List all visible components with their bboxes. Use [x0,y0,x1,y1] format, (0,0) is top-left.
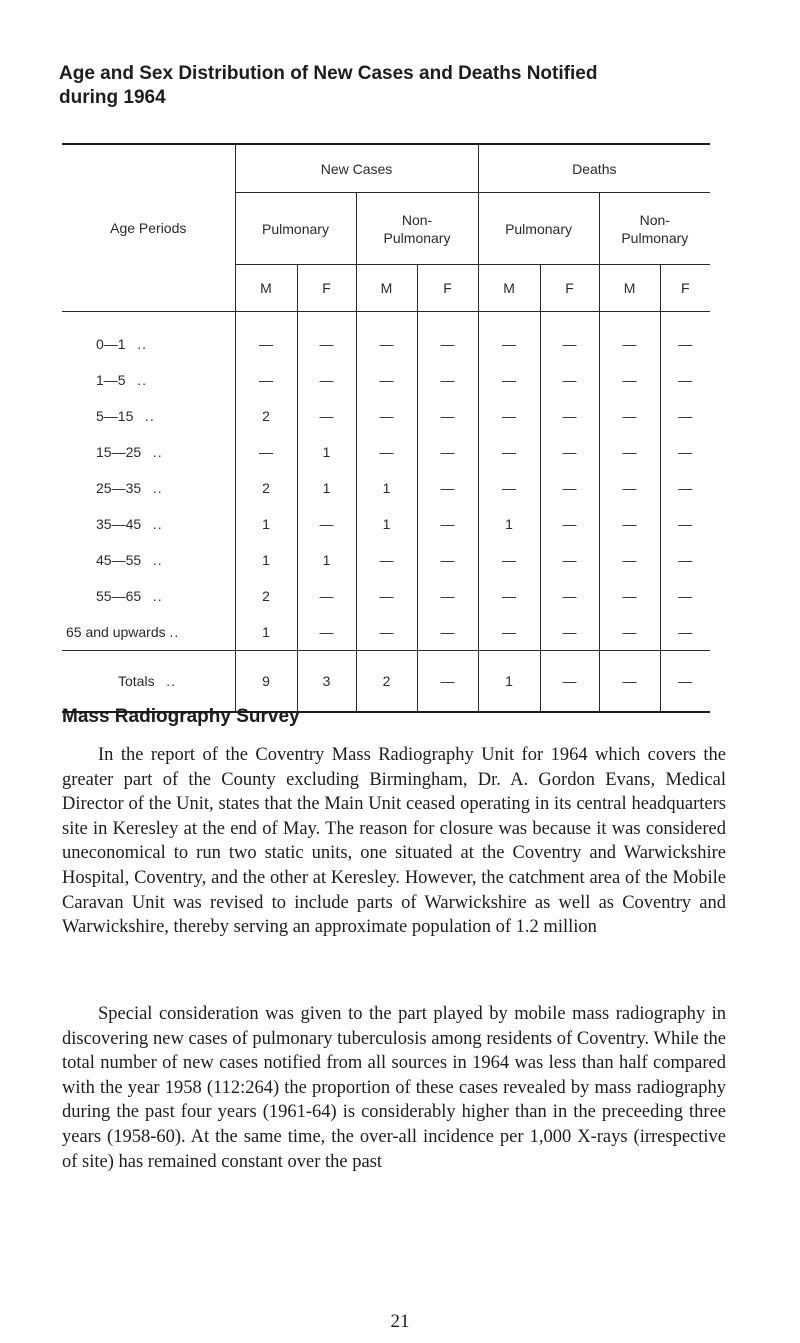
value-cell: — [660,614,710,651]
table-row [62,470,710,506]
table-row [62,362,710,398]
value-cell: — [356,398,417,434]
value-cell: — [417,312,478,363]
new-pulmonary-header: Pulmonary [235,193,356,265]
new-non-pulmonary-header: Non- Pulmonary [356,193,478,265]
sex-header: F [417,265,478,312]
total-value-cell: 1 [478,651,540,712]
value-cell: 1 [297,434,356,470]
value-cell: — [297,578,356,614]
value-cell: — [478,362,540,398]
value-cell: — [660,312,710,363]
value-cell: — [660,542,710,578]
value-cell: — [599,614,660,651]
value-cell: — [478,578,540,614]
age-label: 35—45 [96,516,142,532]
totals-cell [62,651,235,712]
value-cell: — [478,312,540,363]
age-cell [62,506,235,542]
value-cell: — [478,398,540,434]
value-cell: — [660,506,710,542]
value-cell: 2 [235,578,297,614]
age-label: 25—35 [96,480,142,496]
value-cell: — [417,362,478,398]
value-cell: — [599,542,660,578]
section-title: Mass Radiography Survey [62,706,300,727]
sex-header: F [297,265,356,312]
value-cell: — [599,578,660,614]
value-cell: 2 [235,470,297,506]
sex-header: M [599,265,660,312]
total-value-cell: — [660,651,710,712]
sex-header: F [540,265,599,312]
age-label: 1—5 [96,372,126,388]
value-cell: 1 [356,506,417,542]
age-cell [62,542,235,578]
value-cell: — [540,398,599,434]
value-cell: — [235,434,297,470]
value-cell: — [660,398,710,434]
value-cell: — [540,578,599,614]
value-cell: — [599,398,660,434]
value-cell: — [356,578,417,614]
value-cell: — [540,470,599,506]
value-cell: — [599,506,660,542]
value-cell: 1 [478,506,540,542]
value-cell: — [540,614,599,651]
value-cell: — [235,312,297,363]
value-cell: — [478,434,540,470]
sex-header: F [660,265,710,312]
sex-header: M [356,265,417,312]
age-label: 55—65 [96,588,142,604]
sex-header: M [478,265,540,312]
value-cell: — [356,542,417,578]
value-cell: 1 [356,470,417,506]
value-cell: 1 [235,542,297,578]
paragraph: Special consideration was given to the part played by mobile mass radiography in discovering new cases of pulmonary tuberculosis among residents of Coventry. While the total number of new cases notified from all sources in 1964 was less than half compared with the year 1958 (112:264) the proportion of these cases revealed by mass radiography during the past four years (1961-64) is considerably higher than in the preceeding three years (1958-60). At the same time, the over-all incidence per 1,000 X-rays (irrespective of site) has remained constant over the past [62,1004,726,1172]
table-row [62,542,710,578]
age-cell [62,470,235,506]
total-value-cell: 9 [235,651,297,712]
age-label: 15—25 [96,444,142,460]
age-cell [62,578,235,614]
value-cell: — [297,506,356,542]
value-cell: — [356,614,417,651]
value-cell: 1 [235,506,297,542]
age-cell [62,398,235,434]
totals-label: Totals [118,673,155,689]
totals-row [62,651,710,712]
value-cell: 1 [235,614,297,651]
value-cell: — [660,362,710,398]
value-cell: — [599,470,660,506]
value-cell: — [540,542,599,578]
deaths-non-pulmonary-header: Non- Pulmonary [599,193,710,265]
age-cell [62,434,235,470]
leader-dots: .. [152,588,163,604]
value-cell: — [540,312,599,363]
distribution-table [62,145,710,711]
leader-dots: .. [137,372,148,388]
value-cell: — [599,434,660,470]
age-periods-header: Age Periods [62,145,235,312]
value-cell: — [235,362,297,398]
value-cell: 1 [297,542,356,578]
total-value-cell: — [540,651,599,712]
value-cell: — [478,470,540,506]
paragraph: In the report of the Coventry Mass Radiography Unit for 1964 which covers the greater part of the County excluding Birmingham, Dr. A. Gordon Evans, Medical Director of the Unit, states that the Main Unit ceased operating in its central headquarters site in Keresley at the end of May. The reason for closure was because it was considered uneconomical to run two static units, one situated at the Coventry and Warwickshire Hospital, Coventry, and the other at Keresley. However, the catchment area of the Mobile Caravan Unit was revised to include parts of Warwickshire as well as Coventry and Warwickshire, thereby serving an approximate population of 1.2 million [62,745,726,938]
value-cell: — [417,578,478,614]
leader-dots: .. [152,444,163,460]
title-line-1: Age and Sex Distribution of New Cases and Deaths Notified [59,63,598,84]
leader-dots: .. [152,552,163,568]
value-cell: — [660,578,710,614]
new-cases-header: New Cases [235,145,478,193]
age-cell [62,312,235,363]
total-value-cell: 3 [297,651,356,712]
leader-dots: .. [152,516,163,532]
age-cell [62,362,235,398]
value-cell: — [356,362,417,398]
value-cell: — [599,312,660,363]
total-value-cell: — [417,651,478,712]
title-line-2: during 1964 [59,87,166,108]
value-cell: — [540,434,599,470]
page-number: 21 [390,1311,410,1332]
age-label: 5—15 [96,408,134,424]
value-cell: — [297,614,356,651]
leader-dots: .. [169,624,180,640]
value-cell: 2 [235,398,297,434]
value-cell: — [540,506,599,542]
value-cell: — [417,542,478,578]
value-cell: — [417,506,478,542]
table-row [62,398,710,434]
distribution-table-wrapper [62,143,710,713]
value-cell: — [297,398,356,434]
value-cell: — [478,542,540,578]
value-cell: — [660,434,710,470]
page-title [59,62,759,110]
value-cell: — [417,398,478,434]
leader-dots: .. [152,480,163,496]
age-label: 65 and upwards [66,624,166,640]
leader-dots: .. [166,673,177,689]
leader-dots: .. [137,336,148,352]
sex-header: M [235,265,297,312]
total-value-cell: 2 [356,651,417,712]
value-cell: — [478,614,540,651]
table-row [62,578,710,614]
value-cell: — [540,362,599,398]
value-cell: — [297,312,356,363]
value-cell: — [599,362,660,398]
deaths-header: Deaths [478,145,710,193]
age-label: 0—1 [96,336,126,352]
deaths-pulmonary-header: Pulmonary [478,193,599,265]
leader-dots: .. [145,408,155,424]
age-label: 45—55 [96,552,142,568]
table-row [62,312,710,363]
value-cell: — [417,614,478,651]
value-cell: — [417,470,478,506]
value-cell: — [660,470,710,506]
value-cell: — [417,434,478,470]
table-row [62,434,710,470]
age-cell [62,614,235,651]
total-value-cell: — [599,651,660,712]
value-cell: 1 [297,470,356,506]
value-cell: — [356,312,417,363]
value-cell: — [356,434,417,470]
table-row [62,614,710,651]
table-row [62,506,710,542]
value-cell: — [297,362,356,398]
